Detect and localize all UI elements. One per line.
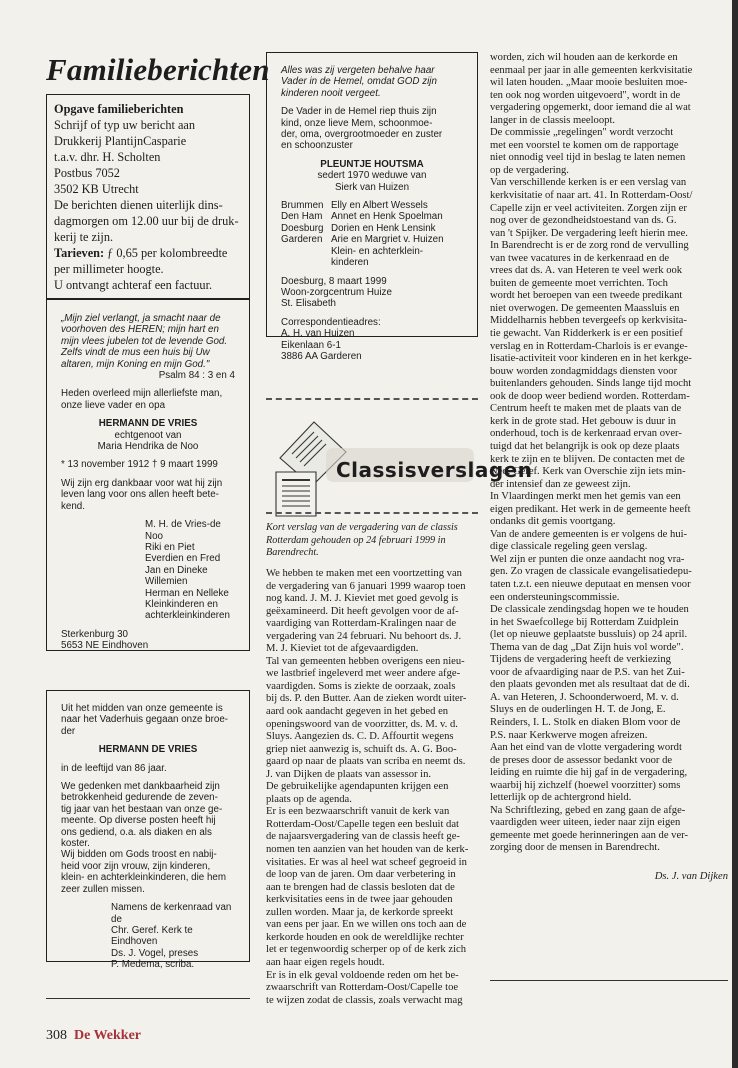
place-date-line: Woon-zorgcentrum Huize	[281, 286, 392, 298]
body-line: gaard op naar de plaats van scriba en neemt ds.	[266, 756, 466, 768]
body-line: ten ook nog worden uitgevoerd", wordt in de	[490, 89, 681, 101]
body-line: taten t.z.t. een nieuwe deputaat en mensen voor	[490, 578, 691, 590]
opgave-line: 3502 KB Utrecht	[54, 182, 139, 196]
body-line: Er is een bezwaarschrift vanuit de kerk van	[266, 806, 450, 818]
article-body-right	[490, 52, 728, 981]
deceased-name: PLEUNTJE HOUTSMA	[320, 158, 424, 170]
family-line: Kleinkinderen en	[145, 598, 218, 610]
body-line: aan te brengen had de classis besloten dat de	[266, 881, 455, 893]
family-place: Garderen	[281, 234, 323, 246]
family-place: Den Ham	[281, 211, 323, 223]
sign-line: P. Medema, scriba.	[111, 959, 195, 971]
family-row	[281, 200, 444, 211]
divider	[490, 980, 728, 981]
body-line: onderhoud, toch is de kerkenraad ervan over-	[490, 428, 682, 440]
body-line: tuigd dat het belangrijk is ook op deze plaats	[490, 440, 680, 452]
body-line: vergadering van 24 februari. Nu behoort ds. J.	[266, 630, 462, 642]
dashed-divider	[266, 512, 478, 514]
page-footer	[46, 1028, 141, 1044]
body-line: nog kand. J. M. J. Kieviet met goed gevolg is	[266, 593, 459, 605]
body-line: den plaats gevonden met als resultaat dat de di.	[490, 679, 690, 691]
thanks-line: Wij zijn erg dankbaar voor wat hij zijn	[61, 477, 223, 489]
signature-block	[111, 902, 235, 970]
body-line: aan haar eigen regels houdt.	[266, 956, 385, 968]
body-line: We hebben te maken met een voortzetting van	[266, 568, 462, 579]
body-line: Sluys. Aangezien ds. C. D. Affourtit wegens	[266, 731, 454, 743]
body-line: kerkorde houden en ook de wereldlijke rechter	[266, 931, 464, 943]
body-line: we lastbrief ingeleverd met weer andere afge-	[266, 668, 461, 680]
body-line: Wij bidden om Gods troost en nabij-	[61, 849, 217, 861]
family-names: Klein- en achterklein-	[331, 245, 424, 257]
deceased-name: HERMANN DE VRIES	[98, 418, 198, 430]
intro-line: Uit het midden van onze gemeente is	[61, 703, 223, 714]
age-line: in de leeftijd van 86 jaar.	[61, 762, 167, 774]
body-line: zeer zullen missen.	[61, 883, 145, 895]
body-line: klein- en achterkleinkinderen, die hem	[61, 872, 227, 884]
body-line: M. J. Kieviet tot de afgevaardigden.	[266, 643, 419, 655]
intro-line: kind, onze lieve Mem, schoonmoe-	[281, 117, 433, 129]
opgave-line: t.a.v. dhr. H. Scholten	[54, 150, 161, 164]
intro-line: naar het Vaderhuis gegaan onze broe-	[61, 714, 229, 726]
body-line: kerkvisitatie of naar art. 41. In Rotterdam-Oost/	[490, 190, 693, 202]
body-line: Middelharnis hebben tevergeefs op kerkvisita-	[490, 315, 687, 327]
family-table	[281, 200, 444, 268]
body-line: Sluys en de ouderlingen H. T. de Jong, E.	[490, 704, 666, 716]
spouse-line: echtgenoot van	[114, 429, 182, 441]
body-line: zullen worden. Maar ja, de kerkorde spreekt	[266, 906, 454, 918]
family-names: Annet en Henk Spoelman	[331, 211, 443, 223]
body-line: In Barendrecht is er de zorg rond de vervulling	[490, 240, 689, 252]
body-line: leiding en ruimte die hij gaf in de vergadering,	[490, 767, 688, 779]
family-line: M. H. de Vries-de Noo	[145, 519, 221, 542]
body-line: P.S. naar Kerkwerve mogen afreizen.	[490, 729, 648, 741]
article-body-mid	[266, 568, 478, 1007]
family-row	[281, 257, 444, 268]
body-line: Capelle zijn er veel activiteiten. Zorgen zijn er	[490, 202, 687, 214]
body-line: wil laten houden. „Maar mooie besluiten moe-	[490, 77, 688, 89]
family-line: Riki en Piet	[145, 541, 195, 553]
body-line: let er tegenwoordig scherper op of de kerk zich	[266, 944, 467, 956]
body-line: geëxamineerd. Dit heeft gevolgen voor de af-	[266, 605, 459, 617]
body-line: eigen predikant. Het werk in de gemeente heeft	[490, 503, 691, 515]
intro-line: der	[61, 725, 76, 737]
body-line: voor de afvaardiging naar de P.S. van het Zui-	[490, 666, 685, 678]
body-line: aard ook aandacht gegeven in het gebed en	[266, 706, 449, 718]
opgave-heading: Opgave familieberichten	[54, 102, 184, 116]
address-line: Sterkenburg 30	[61, 628, 128, 640]
sub-line: Sierk van Huizen	[334, 181, 410, 193]
intro-line: en schoonzuster	[281, 140, 353, 152]
tarieven-line	[54, 245, 242, 261]
body-line: gemeente met goede herinneringen aan de ver-	[490, 829, 689, 841]
body-line: eenmaal per jaar in alle gemeenten kerkvisitatie	[490, 64, 693, 76]
address-line: 5653 NE Eindhoven	[61, 640, 149, 652]
body-line: Rotterdam-Oost/Capelle tegen een besluit dat	[266, 818, 459, 830]
body-line: vaardigden. Soms is ziekte de oorzaak, zoals	[266, 680, 456, 692]
left-column	[46, 52, 270, 971]
body-line: langer in de classis meeloopt.	[490, 114, 616, 126]
body-line: plaats op de agenda.	[266, 793, 352, 805]
body-line: lisatie-activiteit voor kinderen en in het kerkge-	[490, 353, 692, 365]
sign-line: Chr. Geref. Kerk te Eindhoven	[111, 924, 193, 948]
body-line: de loop van de jaren. Om daar verbetering in	[266, 869, 456, 881]
body-line: Van verschillende kerken is er een verslag van	[490, 177, 687, 189]
author-signature: Ds. J. van Dijken	[654, 871, 728, 882]
body-line: de najaarsvergadering van de classis heeft ge-	[266, 831, 460, 843]
family-names: Elly en Albert Wessels	[331, 200, 428, 212]
intro-line: der, oma, overgrootmoeder en zuster	[281, 129, 443, 141]
quote-line: Vader in de Hemel, omdat GOD zijn	[281, 76, 437, 88]
quote-line: mijn vlees jubelen tot de levende God.	[61, 335, 228, 347]
quote-line: altaren, mijn Koning en mijn God."	[61, 358, 210, 370]
body-line: wordt het beroepen van een tweede predikant	[490, 290, 683, 302]
opgave-box	[46, 94, 250, 300]
body-line: heid voor zijn vrouw, zijn kinderen,	[61, 860, 211, 872]
family-row	[281, 234, 444, 245]
opgave-line: dagmorgen om 12.00 uur bij de druk-	[54, 214, 239, 228]
body-line: vaardigden weer uiteen, ieder naar zijn eigen	[490, 817, 681, 829]
tarieven-text: ƒ 0,65 per kolombreedte	[104, 246, 228, 260]
section-title: Classisverslagen	[336, 458, 533, 482]
body-line: nomen ten aanzien van het houden van de kerk-	[266, 844, 469, 856]
body-line: kerk te zijn en te blijven. De contacten met de	[490, 453, 685, 465]
dashed-divider	[266, 398, 478, 400]
intro-line: Heden overleed mijn allerliefste man,	[61, 388, 223, 400]
psalm-ref: Psalm 84 : 3 en 4	[158, 370, 235, 382]
quote-line: „Mijn ziel verlangt, ja smacht naar de	[61, 313, 221, 324]
body-line: Centrum heeft te maken met de plaats van de	[490, 403, 682, 415]
body-line: gen. Zo vragen de classicale evangelisatiedepu-	[490, 566, 692, 578]
body-line: Tijdens de vergadering heeft de verkiezing	[490, 654, 671, 666]
corr-line: Correspondentieadres:	[281, 316, 381, 328]
body-line: tie gewacht. Van Ridderkerk is er een positief	[490, 328, 683, 340]
page-number: 308	[46, 1028, 67, 1043]
body-line: We gedenken met dankbaarheid zijn	[61, 781, 220, 793]
body-line: buitenlanders gehouden. Sinds lange tijd mocht	[490, 378, 692, 390]
body-line: ook de doop weer bediend worden. Rotterdam-	[490, 390, 690, 402]
body-line: niet onnodig veel tijd in beslag te laten nemen	[490, 152, 686, 164]
family-line: Herman en Nelleke	[145, 587, 229, 599]
death-notice-2	[46, 690, 250, 971]
body-line: een ondersteuningscommissie.	[490, 591, 620, 603]
body-line: vaardiging van Rotterdam-Kralingen naar de	[266, 618, 457, 630]
family-line: achterkleinkinderen	[145, 610, 230, 622]
body-line: der intensief dan ze geweest zijn.	[490, 478, 631, 490]
classisverslagen-logo	[266, 408, 533, 538]
place-date-line: Doesburg, 8 maart 1999	[281, 275, 387, 287]
thanks-line: leven lang voor ons allen heeft bete-	[61, 489, 219, 501]
family-names: Arie en Margriet v. Huizen	[331, 234, 444, 246]
body-line: buiten de gemeente moet verrichten. Toch	[490, 277, 668, 289]
body-line: met een voorstel te komen om de rapportage	[490, 139, 679, 151]
body-line: letterlijk op de achtergrond hield.	[490, 792, 632, 804]
body-line: in het Swaefcollege bij Rotterdam Zuidplein	[490, 616, 679, 628]
body-line: Wel zijn er punten die onze aandacht nog vra-	[490, 553, 685, 565]
family-line: Willemien	[145, 576, 188, 588]
body-line: Tal van gemeenten hebben overigens een nieu-	[266, 655, 465, 667]
body-line: betrokkenheid gedurende de zeven-	[61, 792, 218, 804]
intro-line: onze lieve vader en opa	[61, 399, 166, 411]
report-intro	[266, 522, 478, 560]
deceased-name: HERMANN DE VRIES	[98, 744, 198, 756]
body-line: worden, zich wil houden aan de kerkorde en	[490, 52, 678, 63]
family-place: Brummen	[281, 200, 324, 212]
intro-line: De Vader in de Hemel riep thuis zijn	[281, 106, 437, 118]
place-date-line: St. Elisabeth	[281, 298, 337, 310]
intro-line: Kort verslag van de vergadering van de classis	[266, 522, 458, 533]
death-notice-1	[46, 298, 250, 651]
opgave-line: kerij te zijn.	[54, 230, 114, 244]
body-line: nog over de gezondheidstoestand van ds. G.	[490, 215, 677, 227]
opgave-line: Schrijf of typ uw bericht aan	[54, 118, 196, 132]
quote-line: kinderen nooit vergeet.	[281, 87, 381, 99]
corr-line: 3886 AA Garderen	[281, 350, 362, 362]
body-line: Na Schriftlezing, gebed en zang gaan de afge-	[490, 804, 686, 816]
divider	[46, 998, 250, 999]
body-line: visitaties. Er was al heel wat scheef gegroeid in	[266, 856, 467, 868]
body-line: meente. Op diverse posten heeft hij	[61, 815, 216, 827]
body-line: De classicale zendingsdag hopen we te houden	[490, 604, 689, 616]
intro-line: Rotterdam gehouden op 24 februari 1999 in	[266, 534, 446, 546]
body-line: A. van Heteren, J. Schoonderwoerd, M. v. d.	[490, 691, 679, 703]
body-line: Van de andere gemeenten is er volgens de hui-	[490, 528, 688, 540]
body-line: van 't Spijker. De vergadering leeft hierin mee.	[490, 227, 688, 239]
body-line: ondanks dit gemis voortgang.	[490, 516, 616, 528]
body-line: zwaarschrift van Rotterdam-Oost/Capelle toe	[266, 982, 459, 994]
sign-line: Ds. J. Vogel, preses	[111, 947, 199, 959]
corr-line: Eikenlaan 6-1	[281, 339, 341, 351]
death-notice-3	[266, 52, 478, 362]
sign-line: Namens de kerkenraad van de	[111, 902, 232, 925]
body-line: De gebruikelijke agendapunten krijgen een	[266, 781, 449, 793]
family-row	[281, 246, 444, 257]
body-line: openingswoord van de voorzitter, ds. M. v. d.	[266, 718, 458, 730]
family-names: kinderen	[331, 257, 369, 269]
body-line: J. van Dijken de plaats van assessor in.	[266, 768, 432, 780]
page-edge	[732, 0, 738, 1068]
body-line: Er is in elk geval voldoende reden om het be-	[266, 969, 459, 981]
body-line: Thema van de dag „Dat Zijn huis vol worde".	[490, 641, 684, 653]
family-place: Doesburg	[281, 222, 324, 234]
page-title: Familieberichten	[46, 52, 270, 87]
opgave-line: Postbus 7052	[54, 166, 120, 180]
thanks-line: kend.	[61, 500, 85, 512]
body-line: Reinders, I. L. Stolk en diaken Blom voor de	[490, 716, 681, 728]
tarieven-line: per millimeter hoogte.	[54, 262, 164, 276]
body-line: van twee vacatures in de kerkenraad en de	[490, 252, 670, 264]
tarieven-label: Tarieven:	[54, 246, 105, 260]
body-line: zorging door de mensen in Barendrecht.	[490, 842, 660, 854]
body-line: niet overwogen. De gemeenten Maassluis en	[490, 302, 680, 314]
body-line: (let op nieuwe geplaatste bussluis) op 24 april.	[490, 629, 688, 641]
body-line: vrees dat ds. A. van Heteren te veel werk ook	[490, 265, 683, 277]
magazine-name: De Wekker	[74, 1028, 142, 1043]
body-line: bij ds. P. den Butter. Aan de zieken wordt uiter-	[266, 693, 467, 705]
body-line: griep niet aanwezig is, schuift ds. A. G. Boo-	[266, 743, 457, 755]
intro-line: Barendrecht.	[266, 547, 319, 558]
family-line: Jan en Dineke	[145, 564, 208, 576]
body-line: De commissie „regelingen" wordt verzocht	[490, 127, 674, 139]
body-line: verslag en in Rotterdam-Charlois is er evange-	[490, 340, 688, 352]
family-line: Everdien en Fred	[145, 553, 221, 565]
body-line: bouw worden zondagmiddags diensten voor	[490, 365, 678, 377]
quote-line: Alles was zij vergeten behalve haar	[281, 65, 435, 76]
corr-line: A. H. van Huizen	[281, 328, 355, 340]
body-line: Ned. Geref. Kerk van Overschie zijn iets min-	[490, 466, 686, 478]
quote-line: Zelfs vindt de mus een huis bij Uw	[61, 347, 210, 359]
body-line: tig jaar van het bestaan van onze ge-	[61, 803, 223, 815]
body-line: waarbij hij zichzelf (hoewel voorzitter) soms	[490, 779, 681, 791]
tarieven-line: U ontvangt achteraf een factuur.	[54, 278, 213, 292]
body-line: kerk in de grote stad. Het gebouw is duur in	[490, 415, 676, 427]
sub-line: sedert 1970 weduwe van	[317, 170, 427, 182]
opgave-line: Drukkerij PlantijnCasparie	[54, 134, 187, 148]
body-line: van eens per jaar. En we willen ons toch aan de	[266, 919, 467, 931]
body-line: te wijzen zodat de classis, zoals verwacht mag	[266, 994, 463, 1006]
family-names: Dorien en Henk Lensink	[331, 222, 436, 234]
body-line: dige classicale regeling geen verslag.	[490, 541, 648, 553]
body-line: op de vergadering.	[490, 164, 569, 176]
body-line: ons gediend, o.a. als diaken en als	[61, 826, 212, 838]
family-row	[281, 211, 444, 222]
body-line: de preses door de assessor bedankt voor de	[490, 754, 673, 766]
quote-line: voorhoven des HEREN; mijn hart en	[61, 324, 219, 336]
body-line: kerkvisitaties eens in de twee jaar gehouden	[266, 894, 453, 906]
opgave-line: De berichten dienen uiterlijk dins-	[54, 198, 223, 212]
body-line: vergadering opgemerkt, door iemand die al wat	[490, 102, 691, 114]
body-line: de vergadering van 6 januari 1999 waarop toen	[266, 580, 466, 592]
body-line: Aan het eind van de vlotte vergadering wordt	[490, 742, 682, 754]
family-list	[145, 519, 235, 622]
family-row	[281, 223, 444, 234]
body-line: In Vlaardingen merkt men het gemis van een	[490, 491, 681, 503]
body-line: koster.	[61, 838, 90, 850]
life-dates: * 13 november 1912 † 9 maart 1999	[61, 459, 218, 471]
spouse-line: Maria Hendrika de Noo	[97, 441, 199, 453]
